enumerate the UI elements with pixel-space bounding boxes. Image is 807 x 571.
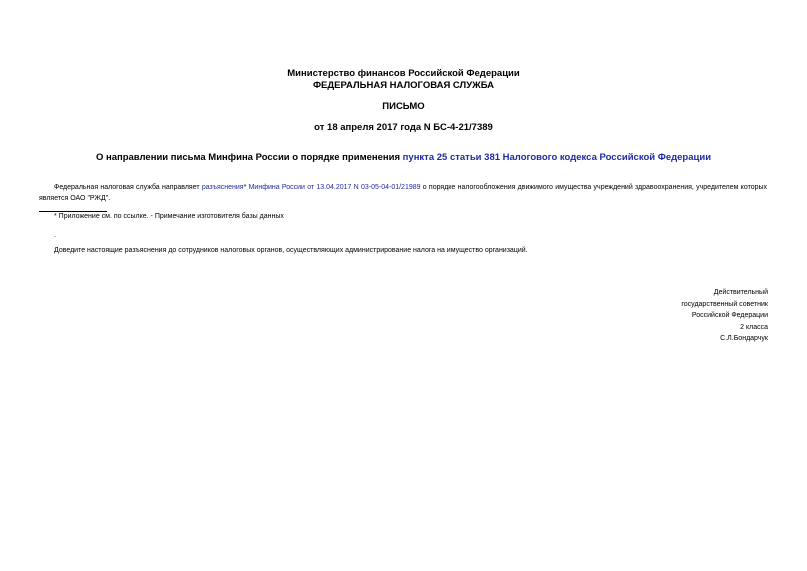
paragraph-main-text2: * xyxy=(243,184,249,191)
document-type-text: ПИСЬМО xyxy=(382,101,425,112)
signature-block xyxy=(681,287,768,345)
separator-dot: . xyxy=(54,232,56,239)
paragraph-main-text1: Федеральная налоговая служба направляет xyxy=(54,184,202,191)
paragraph-main xyxy=(39,182,767,204)
title-prefix: О направлении письма Минфина России о порядке применения xyxy=(95,152,403,163)
footnote: * Приложение см. по ссылке. - Примечание изготовителя базы данных xyxy=(54,213,284,220)
signature-line-4: 2 класса xyxy=(740,323,768,331)
minfin-letter-link[interactable]: Минфина России от 13.04.2017 N 03-05-04-01/21989 xyxy=(248,184,421,191)
paragraph-main-text3: о порядке налогообложения движимого имущества учреждений здравоохранения, учредителем которых является ОАО "РЖД". xyxy=(39,184,768,202)
paragraph-instruction: Доведите настоящие разъяснения до сотрудников налоговых органов, осуществляющих администрирование налога на имущество организаций. xyxy=(54,247,528,254)
clarifications-link[interactable]: разъяснения xyxy=(201,184,244,191)
ministry-name xyxy=(0,68,807,79)
document-date-number xyxy=(0,122,807,133)
signature-line-1: Действительный xyxy=(713,289,768,296)
document-date-number-text: от 18 апреля 2017 года N БС-4-21/7389 xyxy=(314,122,493,133)
signature-line-3: Российской Федерации xyxy=(691,312,768,319)
document-title xyxy=(0,152,807,163)
document-type xyxy=(0,101,807,112)
signature-name: С.Л.Бондарчук xyxy=(720,335,768,342)
service-name xyxy=(0,80,807,91)
footnote-divider xyxy=(39,211,107,212)
signature-line-2: государственный советник xyxy=(681,300,768,308)
ministry-name-text: Министерство финансов Российской Федерации xyxy=(287,68,520,79)
service-name-text: ФЕДЕРАЛЬНАЯ НАЛОГОВАЯ СЛУЖБА xyxy=(312,80,495,91)
tax-code-article-link[interactable]: пункта 25 статьи 381 Налогового кодекса Российской Федерации xyxy=(402,152,712,163)
